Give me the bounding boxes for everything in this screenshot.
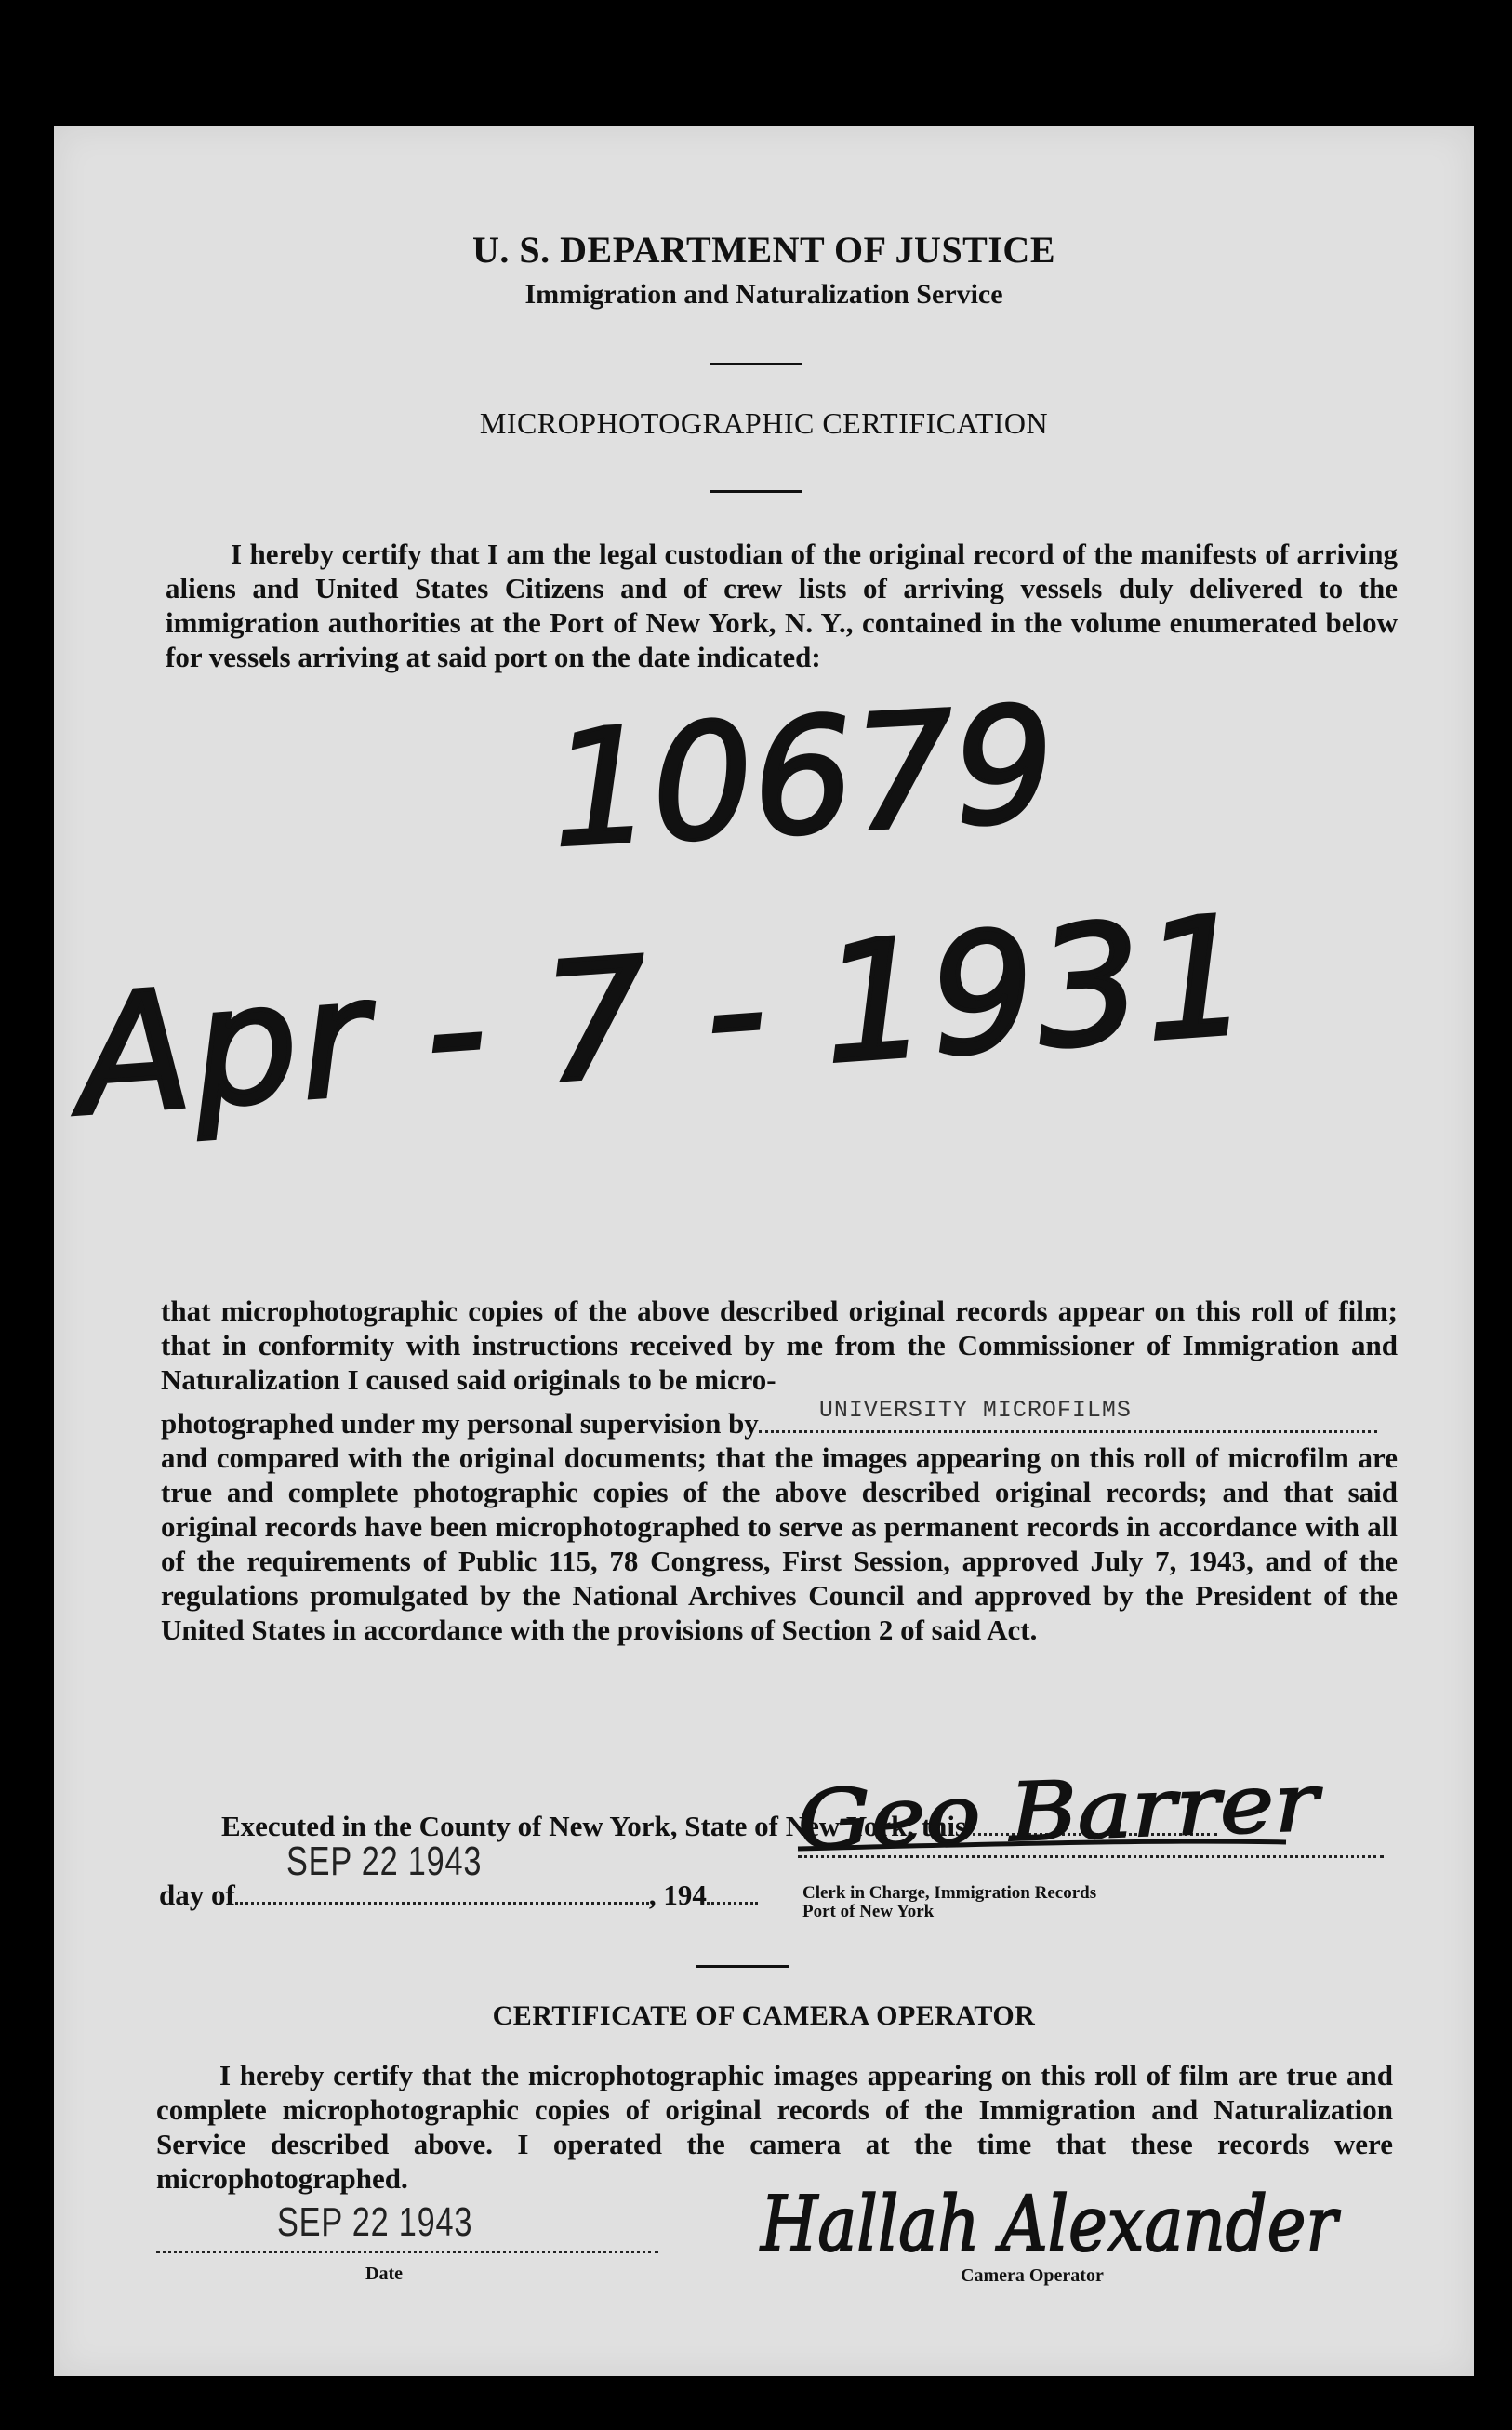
- camera-operator-label: Camera Operator: [961, 2265, 1104, 2286]
- operator-signature: [54, 126, 1474, 2376]
- camera-certificate-title: CERTIFICATE OF CAMERA OPERATOR: [492, 2000, 1036, 2031]
- day-of-label: day of: [159, 1879, 235, 1911]
- executed-text: Executed in the County of New York, State of New York, this: [221, 1810, 967, 1842]
- service-subheading: Immigration and Naturalization Service: [524, 279, 1003, 310]
- clerk-title-line2: Port of New York: [802, 1902, 935, 1921]
- certificate-page: [54, 126, 1474, 2376]
- copies-paragraph-part2: and compared with the original documents; that the images appearing on this roll of microfilm are true and complete photographic copies of the above described original records; and that said original records have been microphotographed to serve as permanent records in accordance with all of the requirements of Public 115, 78 Congress, First Session, approved July 7, 1943, and of the regulations promulgated by the National Archives Council and approved by the President of the United States in accordance with the provisions of Section 2 of said Act.: [161, 1441, 1398, 1646]
- handwritten-date: Apr - 7 - 1931: [72, 882, 1259, 1152]
- handwritten-volume-number: 10679: [547, 672, 1059, 883]
- camera-certificate-body: I hereby certify that the microphotographic images appearing on this roll of film are true and complete microphotographic copies of original records of the Immigration and Naturalization Service described above. I operated the camera at the time that these records were microphotographed.: [156, 2059, 1393, 2195]
- camera-stamped-date: SEP 22 1943: [277, 2199, 473, 2245]
- custodian-paragraph: I hereby certify that I am the legal custodian of the original record of the manifests of arriving aliens and United States Citizens and of crew lists of arriving vessels duly delivered to the immigration authorities at the Port of New York, N. Y., contained in the volume enumerated below for vessels arriving at said port on the date indicated:: [166, 538, 1398, 673]
- camera-date-label: Date: [365, 2264, 403, 2284]
- copies-paragraph-part1: that microphotographic copies of the above described original records appear on this roll of film; that in conformity with instructions received by me from the Commissioner of Immigration and Naturalization I caused said originals to be micro-: [161, 1295, 1398, 1396]
- department-heading: U. S. DEPARTMENT OF JUSTICE: [472, 229, 1055, 271]
- stamped-date-day-of: SEP 22 1943: [285, 1839, 483, 1884]
- supervision-prefix: photographed under my personal supervision by: [161, 1407, 759, 1440]
- operator-signature-text: Hallah Alexander: [759, 2181, 1342, 2269]
- certification-title: MICROPHOTOGRAPHIC CERTIFICATION: [479, 406, 1049, 440]
- clerk-title-line1: Clerk in Charge, Immigration Records: [802, 1883, 1097, 1903]
- supervisor-typed-name: UNIVERSITY MICROFILMS: [818, 1397, 1132, 1424]
- year-suffix: , 194: [648, 1879, 707, 1911]
- clerk-signature-text: Geo Barrer: [795, 1759, 1253, 1867]
